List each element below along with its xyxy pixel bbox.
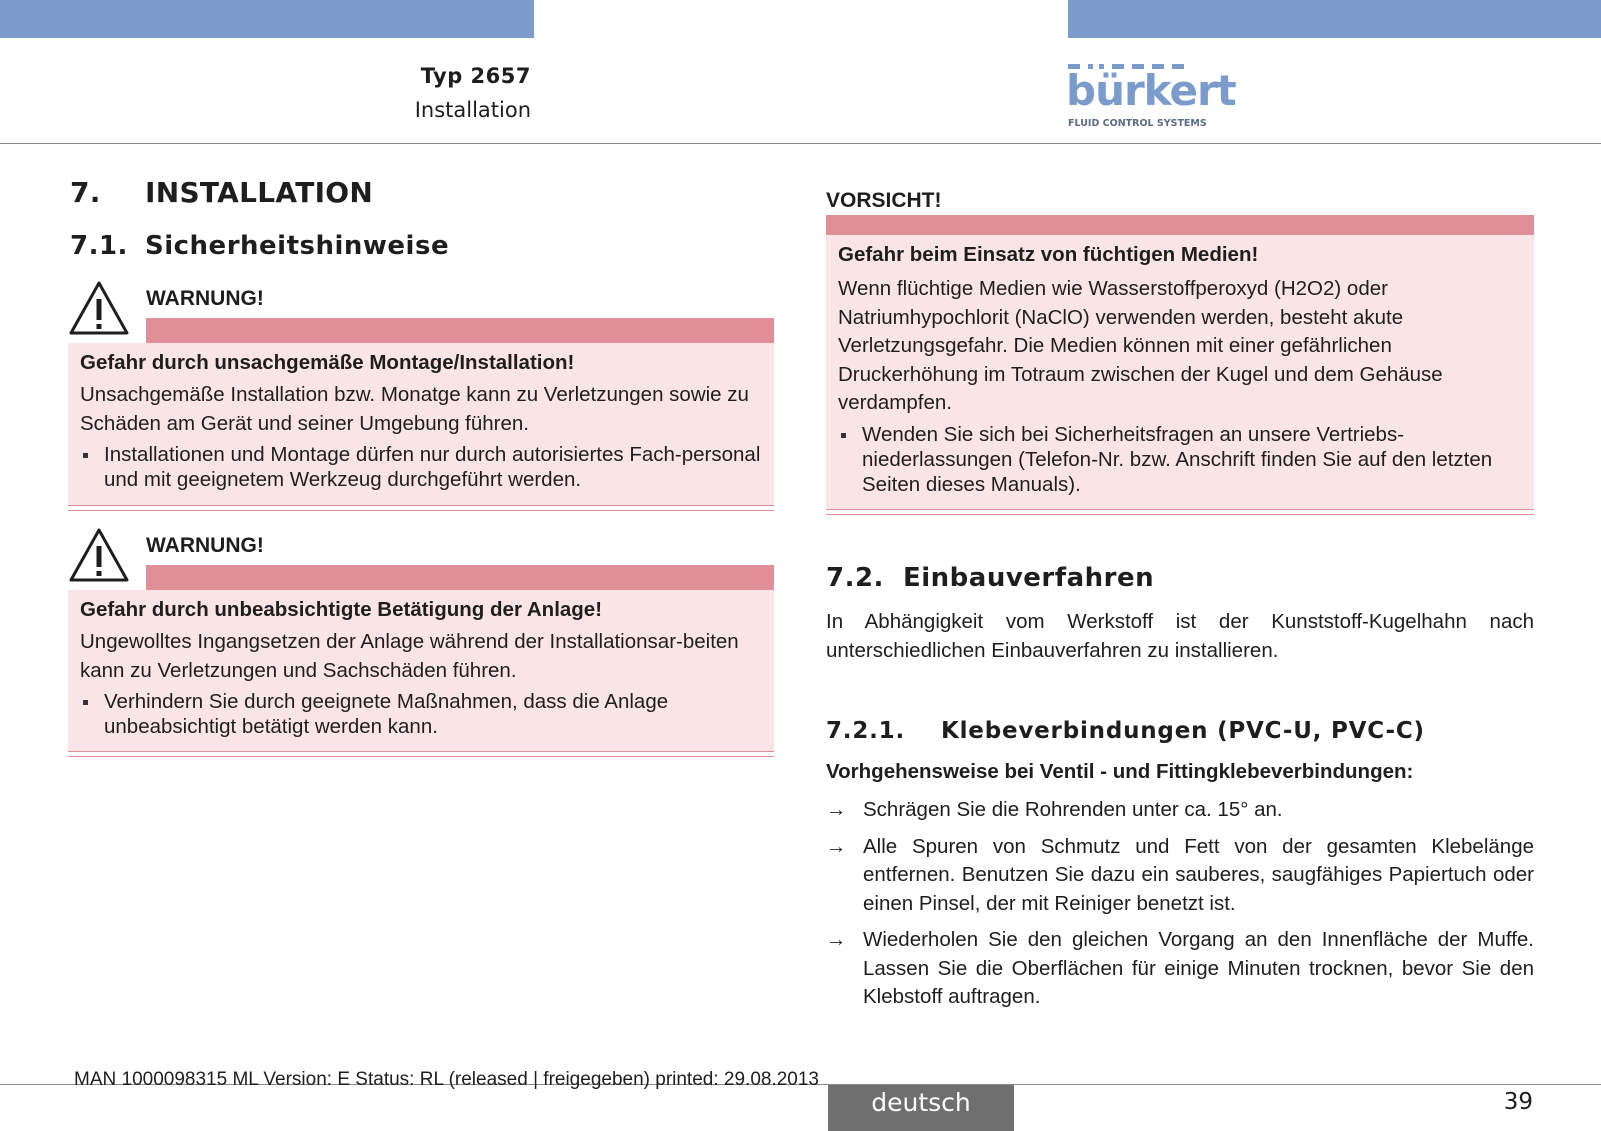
logo-text: bürkert	[1066, 66, 1236, 115]
procedure-title: Vorhgehensweise bei Ventil - und Fittingklebeverbindungen:	[826, 760, 1414, 783]
caution-box-rule	[826, 509, 1534, 515]
header-doc-type: Typ 2657	[420, 64, 531, 88]
page-number: 39	[1503, 1089, 1533, 1115]
warning-box	[68, 590, 774, 751]
warning-box-rule	[68, 751, 774, 757]
header-rule	[0, 143, 1601, 144]
caution-text: Wenn flüchtige Medien wie Wasserstoffperoxyd (H2O2) oder Natriumhypochlorit (NaClO) verwenden werden, besteht akute Verletzungsgefahr. Die Medien können mit einer gefährlichen Druckerhöhung im Totraum zwischen der Kugel und dem Gehäuse verdampfen.	[838, 277, 1443, 414]
warning-title: Gefahr durch unbeabsichtigte Betätigung der Anlage!	[80, 598, 603, 621]
section-heading-7-1	[70, 231, 449, 261]
list-item	[826, 926, 1534, 1012]
header-bar-left	[0, 0, 534, 38]
list-item	[826, 833, 1534, 919]
arrow-icon: →	[826, 798, 847, 821]
warning-text: Ungewolltes Ingangsetzen der Anlage während der Installationsar-beiten kann zu Verletzungen und Sachschäden führen.	[80, 630, 739, 682]
header-section: Installation	[414, 98, 531, 122]
warning-box-rule	[68, 505, 774, 511]
warning-bar	[146, 565, 774, 590]
arrow-icon: →	[826, 834, 847, 858]
caution-box	[826, 235, 1534, 509]
warning-triangle-icon	[68, 527, 130, 583]
header-bar-right	[1068, 0, 1601, 38]
warning-label: WARNUNG!	[146, 287, 264, 310]
warning-title: Gefahr durch unsachgemäße Montage/Installation!	[80, 351, 575, 374]
section-7-2-text: In Abhängigkeit vom Werkstoff ist der Kunststoff-Kugelhahn nach unterschiedlichen Einbauverfahren zu installieren.	[826, 610, 1534, 662]
warning-triangle-icon	[68, 280, 130, 336]
chapter-title: INSTALLATION	[145, 176, 374, 209]
caution-title: Gefahr beim Einsatz von füchtigen Medien!	[838, 243, 1259, 266]
step-text: Wiederholen Sie den gleichen Vorgang an den Innenfläche der Muffe. Lassen Sie die Oberflächen für einige Minuten trocknen, bevor Sie den Klebstoff auftragen.	[863, 928, 1534, 1008]
caution-bar	[826, 215, 1534, 235]
chapter-heading	[70, 176, 373, 209]
list-item	[826, 796, 1534, 825]
warning-label: WARNUNG!	[146, 534, 264, 557]
section-heading-7-2-1	[826, 718, 1425, 744]
section-heading-7-2	[826, 563, 1154, 593]
header-title-block	[415, 64, 531, 122]
subsection-title: Klebeverbindungen (PVC-U, PVC-C)	[941, 718, 1425, 744]
footer-doc-info: MAN 1000098315 ML Version: E Status: RL (released | freigegeben) printed: 29.08.2013	[74, 1069, 819, 1090]
language-tab: deutsch	[828, 1085, 1014, 1131]
section-number: 7.2.	[826, 563, 884, 593]
warning-bullet: Installationen und Montage dürfen nur durch autorisiertes Fach-personal und mit geeignetem Werkzeug durchgeführt werden.	[80, 442, 762, 492]
subsection-number: 7.2.1.	[826, 718, 906, 744]
section-title: Sicherheitshinweise	[145, 231, 450, 261]
caution-bullet: Wenden Sie sich bei Sicherheitsfragen an unsere Vertriebs-niederlassungen (Telefon-Nr. bzw. Anschrift finden Sie auf den letzten Seiten dieses Manuals).	[838, 422, 1522, 497]
arrow-icon: →	[826, 928, 847, 951]
step-text: Alle Spuren von Schmutz und Fett von der gesamten Klebelänge entfernen. Benutzen Sie dazu ein sauberes, saugfähiges Papiertuch oder einen Pinsel, der mit Reiniger benetzt ist.	[863, 834, 1534, 915]
warning-bar	[146, 318, 774, 343]
logo-subtitle: FLUID CONTROL SYSTEMS	[1068, 118, 1207, 129]
procedure-steps	[826, 796, 1534, 1020]
section-title: Einbauverfahren	[903, 563, 1155, 593]
warning-bullet: Verhindern Sie durch geeignete Maßnahmen, dass die Anlage unbeabsichtigt betätigt werden kann.	[80, 689, 762, 739]
warning-box	[68, 343, 774, 505]
caution-label: VORSICHT!	[826, 189, 942, 212]
chapter-number: 7.	[70, 176, 101, 209]
step-text: Schrägen Sie die Rohrenden unter ca. 15° an.	[863, 798, 1283, 821]
section-number: 7.1.	[70, 231, 128, 261]
warning-text: Unsachgemäße Installation bzw. Monatge kann zu Verletzungen sowie zu Schäden am Gerät und seiner Umgebung führen.	[80, 383, 749, 435]
